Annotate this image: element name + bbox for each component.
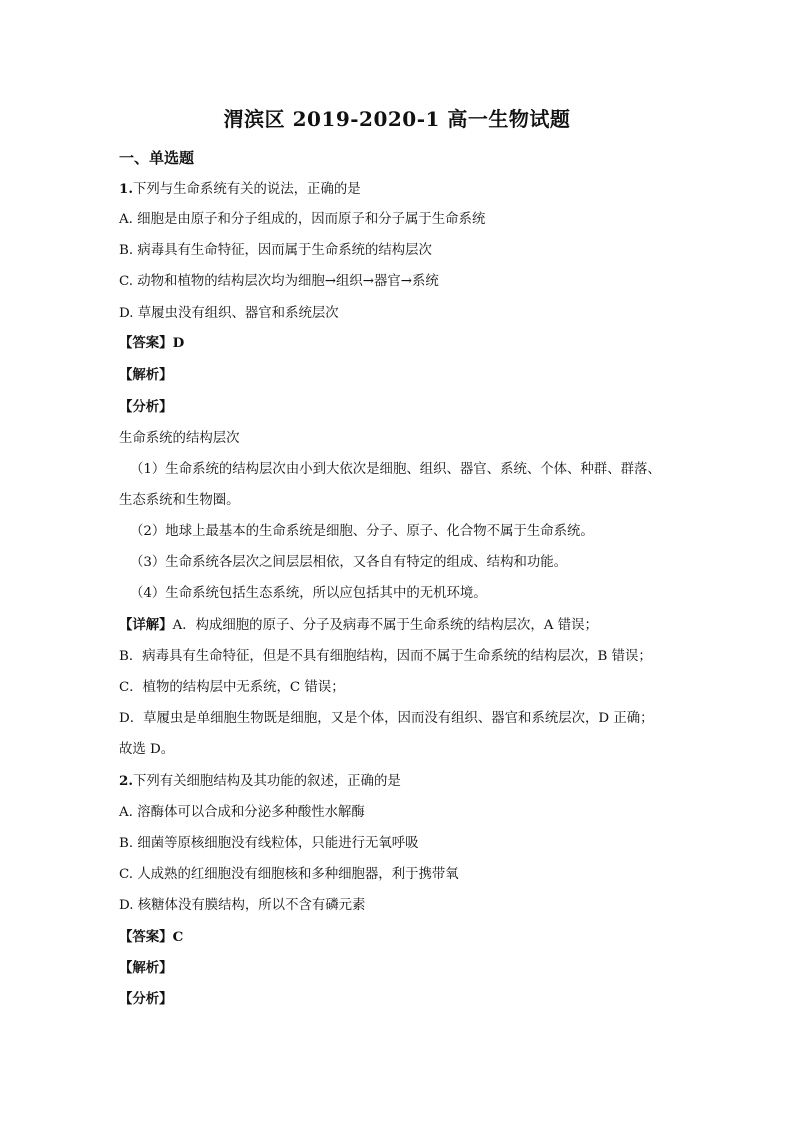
answer-label: 【答案】 [119, 929, 173, 945]
section-heading: 一、单选题 [119, 149, 195, 167]
page-title: 渭滨区 2019-2020-1 高一生物试题 [223, 107, 571, 131]
fenxi-label: 【分析】 [119, 991, 173, 1007]
detail-a-text: A．构成细胞的原子、分子及病毒不属于生命系统的结构层次，A 错误； [172, 618, 598, 633]
question-2-number: 2. [119, 773, 133, 789]
detail-b: B．病毒具有生命特征，但是不具有细胞结构，因而不属于生命系统的结构层次，B 错误； [119, 649, 652, 664]
detail-label: 【详解】 [119, 617, 173, 633]
question-1-option-b: B. 病毒具有生命特征，因而属于生命系统的结构层次 [119, 243, 432, 258]
question-1-number: 1. [119, 181, 133, 197]
question-1-option-c: C. 动物和植物的结构层次均为细胞→组织→器官→系统 [119, 274, 439, 289]
question-2-option-a: A. 溶酶体可以合成和分泌多种酸性水解酶 [119, 805, 365, 820]
detail-conclusion: 故选 D。 [119, 742, 175, 757]
question-1-stem [119, 178, 361, 197]
detail-a [119, 614, 598, 633]
question-1-answer [119, 332, 184, 351]
question-2-stem [119, 770, 401, 789]
question-2-option-d: D. 核糖体没有膜结构，所以不含有磷元素 [119, 898, 366, 913]
question-1-text: 下列与生命系统有关的说法，正确的是 [132, 182, 361, 197]
fenxi-heading: 生命系统的结构层次 [119, 431, 240, 446]
point-3: （3）生命系统各层次之间层层相依，又各自有特定的组成、结构和功能。 [130, 555, 568, 570]
detail-c: C．植物的结构层中无系统，C 错误； [119, 680, 345, 695]
point-1-cont: 生态系统和生物圈。 [119, 493, 240, 508]
point-2: （2）地球上最基本的生命系统是细胞、分子、原子、化合物不属于生命系统。 [130, 524, 594, 539]
answer-label: 【答案】 [119, 335, 173, 351]
question-2-option-b: B. 细菌等原核细胞没有线粒体，只能进行无氧呼吸 [119, 836, 419, 851]
question-2-text: 下列有关细胞结构及其功能的叙述，正确的是 [132, 774, 401, 789]
answer-value: D [172, 335, 185, 351]
point-4: （4）生命系统包括生态系统，所以应包括其中的无机环境。 [130, 586, 487, 601]
answer-value: C [172, 929, 184, 945]
question-1-option-d: D. 草履虫没有组织、器官和系统层次 [119, 306, 339, 321]
point-1: （1）生命系统的结构层次由小到大依次是细胞、组织、器官、系统、个体、种群、群落、 [130, 462, 661, 477]
question-2-option-c: C. 人成熟的红细胞没有细胞核和多种细胞器，利于携带氧 [119, 867, 459, 882]
fenxi-label: 【分析】 [119, 399, 173, 415]
question-1-option-a: A. 细胞是由原子和分子组成的，因而原子和分子属于生命系统 [119, 212, 486, 227]
analysis-label: 【解析】 [119, 367, 173, 383]
detail-d: D．草履虫是单细胞生物既是细胞，又是个体，因而没有组织、器官和系统层次，D 正确； [119, 711, 654, 726]
analysis-label: 【解析】 [119, 960, 173, 976]
question-2-answer [119, 926, 183, 945]
